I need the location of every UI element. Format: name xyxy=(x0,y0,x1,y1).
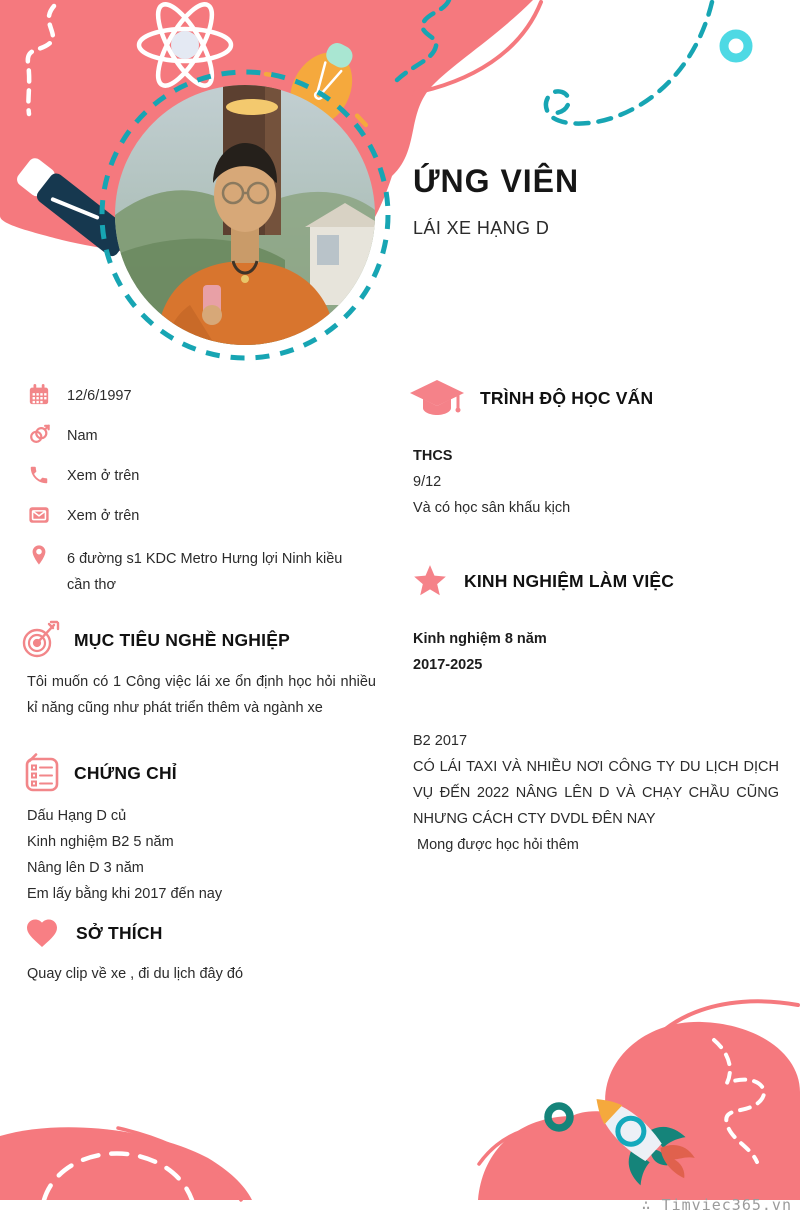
contact-row-birthday xyxy=(27,384,377,407)
section-experience-title: KINH NGHIỆM LÀM VIỆC xyxy=(464,570,675,591)
education-note: Và có học sân khấu kịch xyxy=(413,500,571,516)
gender-icon xyxy=(27,424,51,446)
objective-body: Tôi muốn có 1 Công việc lái xe ổn định học hỏi nhiều kỉ năng cũng như phát triển thêm và ngành xe xyxy=(27,674,376,716)
education-school: THCS xyxy=(413,448,453,464)
experience-note: Mong được học hỏi thêm xyxy=(417,837,579,853)
education-grade: 9/12 xyxy=(413,474,442,490)
experience-description: CÓ LÁI TAXI VÀ NHIỀU NƠI CÔNG TY DU LỊCH DỊCH VỤ ĐẾN 2022 NÂNG LÊN D VÀ CHẠY CHẦU CŨNG NHƯNG CÁCH CTY DVDL ĐÊN NAY xyxy=(413,759,779,827)
target-icon xyxy=(22,620,60,660)
section-certificates-title: CHỨNG CHỈ xyxy=(74,762,177,783)
section-objective-header xyxy=(22,620,290,660)
section-education-header xyxy=(408,378,653,418)
phone-value: Xem ở trên xyxy=(67,468,140,484)
gender-value: Nam xyxy=(67,428,98,444)
cyan-donut-icon xyxy=(724,34,748,58)
bottom-decoration xyxy=(0,980,800,1226)
candidate-title: ỨNG VIÊN xyxy=(413,163,580,199)
education-content xyxy=(413,443,778,521)
email-icon xyxy=(27,504,51,526)
experience-content xyxy=(413,626,779,858)
section-experience-header xyxy=(410,562,674,600)
heart-icon xyxy=(22,915,62,951)
teal-dashed-arc xyxy=(546,2,712,124)
watermark: ∴ Timviec365.vn xyxy=(641,1196,792,1214)
certificate-line: Nâng lên D 3 năm xyxy=(27,860,144,876)
certificate-icon xyxy=(24,753,60,793)
experience-role: B2 2017 xyxy=(413,733,468,749)
certificate-line: Dấu Hạng D củ xyxy=(27,808,127,824)
certificate-line: Em lấy bằng khi 2017 đến nay xyxy=(27,886,223,902)
email-value: Xem ở trên xyxy=(67,508,140,524)
graduation-cap-icon xyxy=(408,378,466,418)
contact-list xyxy=(27,384,377,615)
profile-photo xyxy=(95,65,395,365)
bottom-left-blob xyxy=(0,1127,252,1200)
certificates-list xyxy=(27,803,376,907)
contact-row-address xyxy=(27,544,377,598)
photo-image xyxy=(115,85,385,345)
candidate-position: LÁI XE HẠNG D xyxy=(413,218,550,238)
section-hobbies-header xyxy=(22,915,163,951)
star-icon xyxy=(410,562,450,600)
birthday-value: 12/6/1997 xyxy=(67,388,132,404)
section-education-title: TRÌNH ĐỘ HỌC VẤN xyxy=(480,387,654,408)
hobbies-body: Quay clip về xe , đi du lịch đây đó xyxy=(27,966,244,982)
location-icon xyxy=(27,544,51,566)
calendar-icon xyxy=(27,384,51,406)
section-hobbies-title: SỞ THÍCH xyxy=(76,922,163,943)
address-value: 6 đường s1 KDC Metro Hưng lợi Ninh kiều cần thơ xyxy=(67,551,343,593)
certificate-line: Kinh nghiệm B2 5 năm xyxy=(27,834,174,850)
contact-row-gender xyxy=(27,424,377,447)
spacer xyxy=(413,678,779,728)
contact-row-email xyxy=(27,504,377,527)
section-objective-title: MỤC TIÊU NGHỀ NGHIỆP xyxy=(74,629,290,650)
section-certificates-header xyxy=(24,753,177,793)
experience-summary: Kinh nghiệm 8 năm xyxy=(413,631,547,647)
phone-icon xyxy=(27,464,51,486)
experience-period: 2017-2025 xyxy=(413,657,483,673)
contact-row-phone xyxy=(27,464,377,487)
